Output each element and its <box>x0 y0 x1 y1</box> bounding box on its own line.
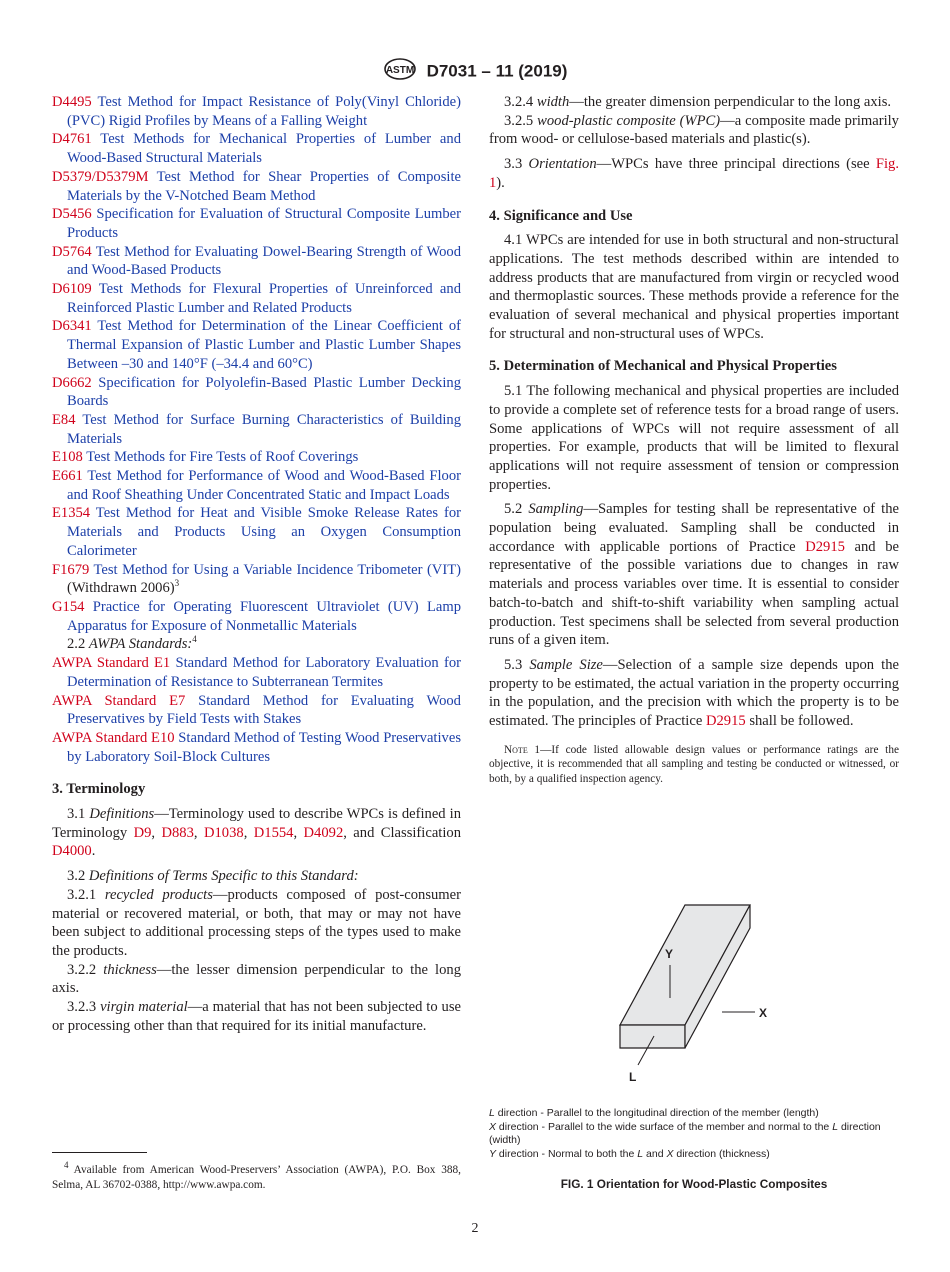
section-5-title: 5. Determination of Mechanical and Physical Properties <box>489 358 837 375</box>
reference-suffix: (Withdrawn 2006) <box>67 580 175 597</box>
reference-code-link[interactable]: D6109 <box>52 281 92 298</box>
reference-title[interactable]: Test Methods for Fire Tests of Roof Coverings <box>82 449 359 466</box>
reference-item <box>52 374 461 411</box>
reference-code-link[interactable]: G154 <box>52 598 85 615</box>
reference-title[interactable]: Test Method for Using a Variable Incidence Tribometer (VIT) <box>89 561 461 578</box>
para-3-2-5: 3.2.5 wood-plastic composite (WPC)—a composite made primarily from wood- or cellulose-based materials and plastic(s). <box>489 112 899 148</box>
note-1: Note 1—If code listed allowable design values or performance ratings are the objective, it is recommended that all sampling and testing be conducted or witnessed, or both, by a qualified inspection agency. <box>489 743 899 785</box>
para-3-2-3: 3.2.3 virgin material—a material that has not been subjected to use or processing other than that required for its initial manufacture. <box>52 999 461 1034</box>
figure-title: FIG. 1 Orientation for Wood-Plastic Composites <box>560 1177 828 1191</box>
y-axis-label: Y <box>665 947 674 961</box>
caption-x: X direction - Parallel to the wide surface of the member and normal to the L direction (width) <box>489 1120 881 1147</box>
para-3-2-2: 3.2.2 thickness—the lesser dimension perpendicular to the long axis. <box>52 961 461 997</box>
ref-link[interactable]: D2915 <box>705 713 746 730</box>
para-3-2-4: 3.2.4 width—the greater dimension perpendicular to the long axis. <box>504 94 892 110</box>
x-axis-label: X <box>759 1006 768 1020</box>
reference-title[interactable]: Test Method for Evaluating Dowel-Bearing Strength of Wood and Wood-Based Products <box>67 243 461 279</box>
reference-item <box>52 205 461 242</box>
footnote: $^4$ Available from American Wood-Preservers’ Association (AWPA), P.O. Box 388, Selma, AL 36702-0388, http://www.awpa.com. <box>52 1160 461 1191</box>
awpa-heading: 2.2 AWPA Standards:$^4$ <box>67 634 197 653</box>
reference-title[interactable]: Test Method for Determination of the Linear Coefficient of Thermal Expansion of Plastic Lumber and Plastic Lumber Shapes Between –30 and 140°F (–34.4 and 60°C) <box>67 318 461 372</box>
reference-item <box>52 448 461 467</box>
ref-link[interactable]: D1554 <box>253 824 294 841</box>
reference-item <box>52 93 461 130</box>
para-3-2-1: 3.2.1 recycled products—products composed of post-consumer material or recovered material, or both, that may or may not have been subject to additional processing steps of the types used to make the products. <box>52 886 461 959</box>
reference-item <box>52 598 461 635</box>
reference-code-link[interactable]: D5456 <box>52 206 92 223</box>
reference-code-link[interactable]: AWPA Standard E10 <box>52 729 175 746</box>
figure-1-diagram <box>610 895 790 1100</box>
figure-link[interactable]: Fig. 1 <box>489 156 899 191</box>
reference-title[interactable]: Specification for Evaluation of Structural Composite Lumber Products <box>67 206 461 241</box>
reference-title[interactable]: Test Method for Shear Properties of Composite Materials by the V-Notched Beam Method <box>67 168 461 204</box>
caption-l: L direction - Parallel to the longitudinal direction of the member (length) <box>489 1107 819 1119</box>
caption-y: Y direction - Normal to both the L and X direction (thickness) <box>489 1147 770 1160</box>
para-3-2: 3.2 Definitions of Terms Specific to this Standard: <box>67 868 359 885</box>
astm-logo-icon <box>383 58 417 85</box>
reference-code-link[interactable]: AWPA Standard E1 <box>52 655 171 672</box>
figure-caption <box>489 1107 889 1161</box>
reference-item <box>52 561 461 598</box>
reference-list <box>52 93 461 635</box>
ref-link[interactable]: D2915 <box>805 538 845 555</box>
reference-code-link[interactable]: E661 <box>52 468 83 485</box>
section-4-title: 4. Significance and Use <box>489 207 633 224</box>
reference-item <box>52 654 461 691</box>
reference-title[interactable]: Test Method for Heat and Visible Smoke Release Rates for Materials and Products Using an Oxygen Consumption Calorimeter <box>67 505 461 559</box>
l-axis-label: L <box>629 1070 637 1084</box>
section-3-title: 3. Terminology <box>52 781 146 798</box>
reference-title[interactable]: Test Method for Impact Resistance of Poly(Vinyl Chloride) (PVC) Rigid Profiles by Means of a Falling Weight <box>67 94 461 129</box>
reference-code-link[interactable]: E108 <box>52 449 83 466</box>
reference-title[interactable]: Specification for Polyolefin-Based Plastic Lumber Decking Boards <box>67 374 461 410</box>
reference-code-link[interactable]: D6662 <box>52 374 92 391</box>
page-header <box>0 58 950 85</box>
para-5-3: 5.3 Sample Size—Selection of a sample size depends upon the property to be estimated, the actual variation in the property occurring in the population, and the precision with which the property is to be estimated. The principles of Practice D2915 shall be followed. <box>489 656 900 730</box>
reference-item <box>52 467 461 504</box>
para-5-1: 5.1 The following mechanical and physical properties are included to provide a complete set of reference tests for a broad range of users. Some applications of WPCs will not require assessment of all properties. For example, products that will be limited to flexural applications will not require assessment of tension or compression properties. <box>489 383 899 493</box>
reference-title[interactable]: Test Methods for Flexural Properties of Unreinforced and Reinforced Plastic Lumber and Related Products <box>67 281 461 316</box>
reference-item <box>52 729 461 766</box>
reference-item <box>52 168 461 205</box>
reference-title[interactable]: Test Methods for Mechanical Properties of Lumber and Wood-Based Structural Materials <box>67 131 461 167</box>
reference-code-link[interactable]: AWPA Standard E7 <box>52 692 186 709</box>
reference-item <box>52 317 461 373</box>
reference-code-link[interactable]: D6341 <box>52 318 92 335</box>
reference-item <box>52 411 461 448</box>
reference-item <box>52 243 461 280</box>
reference-code-link[interactable]: D4761 <box>52 131 92 148</box>
footnote-divider <box>52 1152 147 1153</box>
left-column <box>52 93 461 1035</box>
para-3-3: 3.3 Orientation—WPCs have three principal directions (see Fig. 1). <box>489 156 899 191</box>
board-front-face <box>620 1025 685 1048</box>
reference-title[interactable]: Standard Method for Evaluating Wood Preservatives by Field Tests with Stakes <box>67 692 461 728</box>
ref-link[interactable]: D9 <box>133 824 152 841</box>
reference-code-link[interactable]: D5764 <box>52 243 92 260</box>
awpa-list <box>52 654 461 766</box>
ref-link[interactable]: D4000 <box>52 843 92 860</box>
ref-link[interactable]: D883 <box>161 824 194 841</box>
reference-title[interactable]: Test Method for Surface Burning Characteristics of Building Materials <box>67 411 461 447</box>
reference-item <box>52 504 461 560</box>
footnote-mark: 3 <box>174 578 180 589</box>
reference-code-link[interactable]: F1679 <box>52 561 90 578</box>
reference-item <box>52 692 461 729</box>
reference-title[interactable]: Standard Method for Laboratory Evaluation for Determination of Resistance to Subterranean Termites <box>67 655 461 690</box>
para-5-2: 5.2 Sampling—Samples for testing shall be representative of the population being evaluated. Sampling shall be conducted in accordance with applicable portions of Practice D2915 and be representative of the possible variations due to changes in raw materials and process variables over time. It is essential to consider batch-to-batch and shift-to-shift variability when sampling actual production. Test specimens shall be selected from several production runs of a given item. <box>489 501 900 649</box>
para-3-1: 3.1 Definitions—Terminology used to describe WPCs is defined in Terminology D9, D883, D1038, D1554, D4092, and Classification D4000. <box>52 806 462 860</box>
reference-title[interactable]: Standard Method of Testing Wood Preservatives by Laboratory Soil-Block Cultures <box>67 729 461 765</box>
reference-code-link[interactable]: D4495 <box>52 94 92 110</box>
reference-title[interactable]: Practice for Operating Fluorescent Ultraviolet (UV) Lamp Apparatus for Exposure of Nonmetallic Materials <box>67 598 461 634</box>
document-id: D7031 – 11 (2019) <box>426 61 568 81</box>
reference-code-link[interactable]: E84 <box>52 411 76 428</box>
reference-title[interactable]: Test Method for Performance of Wood and Wood-Based Floor and Roof Sheathing Under Concentrated Static and Impact Loads <box>67 468 461 503</box>
reference-item <box>52 130 461 167</box>
svg-text:ASTM: ASTM <box>385 65 414 76</box>
reference-item <box>52 280 461 317</box>
reference-code-link[interactable]: E1354 <box>52 505 91 522</box>
ref-link[interactable]: D4092 <box>303 824 344 841</box>
para-4-1: 4.1 WPCs are intended for use in both structural and non-structural applications. The test methods described within are intended to address products that are manufactured from virgin or recycled wood and thermoplastic sources. These methods provide a reference for the evaluation of several mechanical and physical properties important for structural and non-structural uses of WPCs. <box>489 232 899 342</box>
page-number: 2 <box>471 1221 479 1236</box>
reference-code-link[interactable]: D5379/D5379M <box>52 168 149 185</box>
right-column <box>489 93 899 786</box>
ref-link[interactable]: D1038 <box>203 824 244 841</box>
